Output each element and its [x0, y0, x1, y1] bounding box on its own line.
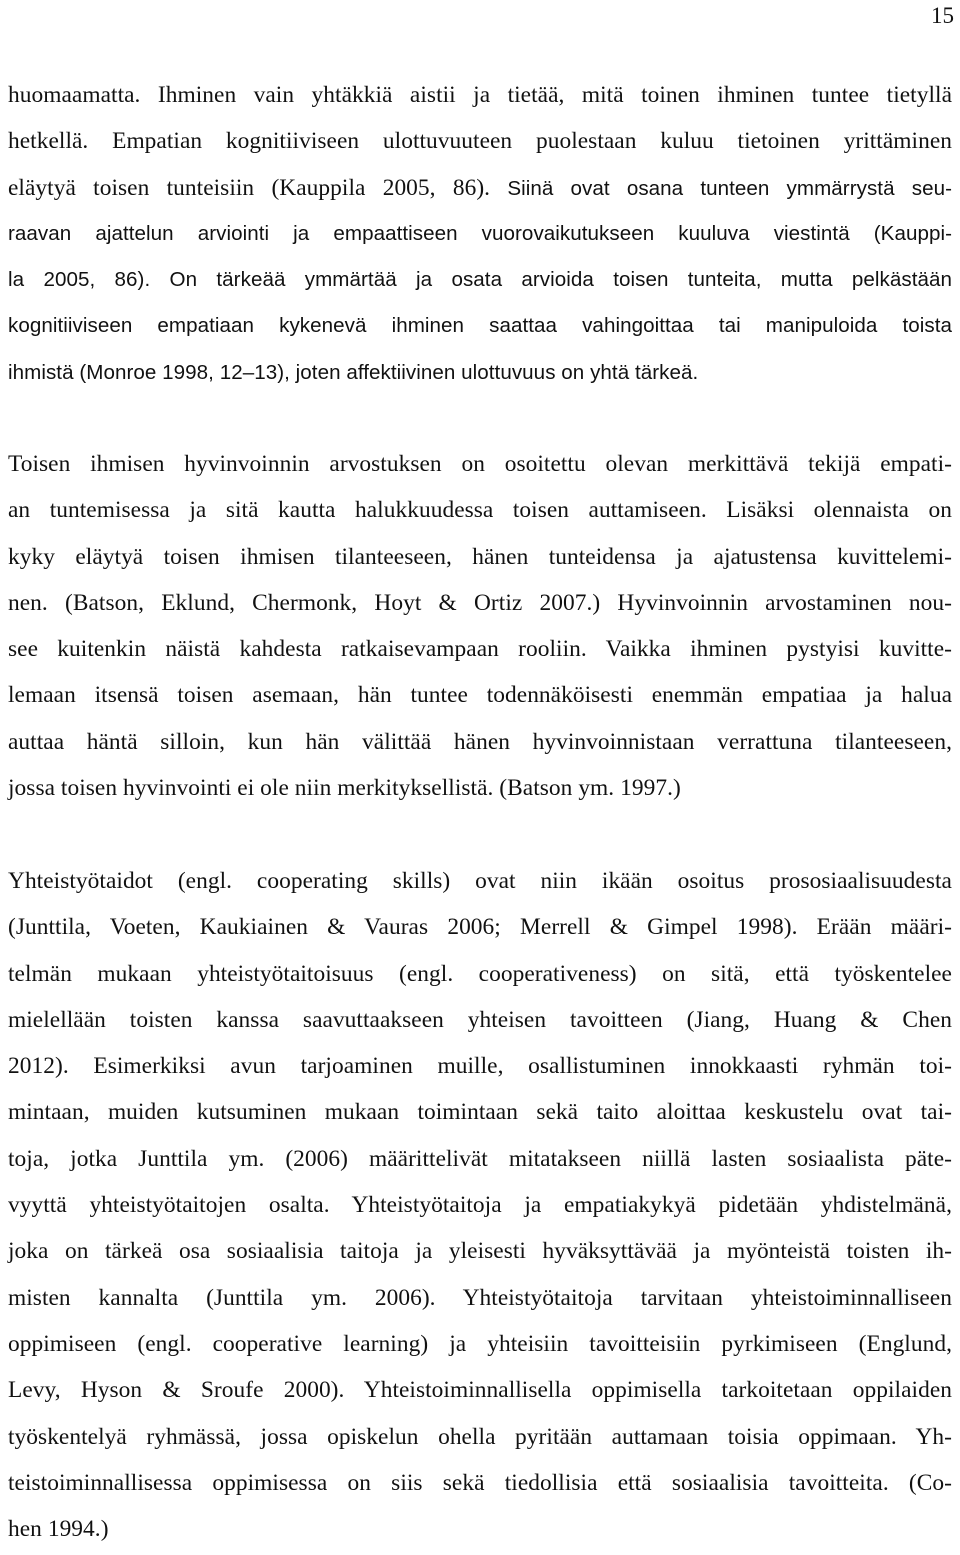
- text-line: [8, 487, 952, 533]
- text-run: auttaa häntä silloin, kun hän välittää hänen hyvinvoinnistaan verrattuna tilanteeseen,: [8, 728, 952, 755]
- text-run: jossa toisen hyvinvointi ei ole niin merkityksellistä. (Batson ym. 1997.): [8, 775, 681, 802]
- text-run: hen 1994.): [8, 1516, 109, 1543]
- text-line: [8, 72, 952, 118]
- page-number: 15: [931, 3, 954, 28]
- text-line: [8, 1089, 952, 1135]
- text-run: toja, jotka Junttila ym. (2006) määrittelivät mitatakseen niillä lasten sosiaalista päte-: [8, 1145, 952, 1172]
- text-run: työskentelyä ryhmässä, jossa opiskelun ohella pyritään auttamaan toisia oppimaan. Yh-: [8, 1423, 952, 1450]
- text-line: [8, 951, 952, 997]
- text-run: 2012). Esimerkiksi avun tarjoaminen muille, osallistuminen innokkaasti ryhmän toi-: [8, 1053, 952, 1080]
- text-run: Siinä ovat osana tunteen ymmärrystä seu-: [507, 176, 952, 200]
- text-line: [8, 1136, 952, 1182]
- text-run: (Junttila, Voeten, Kaukiainen & Vauras 2006; Merrell & Gimpel 1998). Erään määri-: [8, 914, 952, 941]
- text-line: [8, 1275, 952, 1321]
- text-run: mielellään toisten kanssa saavuttaakseen yhteisen tavoitteen (Jiang, Huang & Chen: [8, 1006, 952, 1033]
- text-line: [8, 1043, 952, 1089]
- text-run: mintaan, muiden kutsuminen mukaan toimintaan sekä taito aloittaa keskustelu ovat tai-: [8, 1099, 952, 1126]
- text-line: [8, 441, 952, 487]
- text-line: [8, 719, 952, 765]
- text-line: [8, 858, 952, 904]
- text-run: la 2005, 86). On tärkeää ymmärtää ja osata arvioida toisen tunteita, mutta pelkästään: [8, 268, 952, 292]
- text-line: [8, 765, 952, 811]
- text-line: [8, 350, 952, 396]
- text-run: huomaamatta. Ihminen vain yhtäkkiä aistii ja tietää, mitä toinen ihminen tuntee tietyllä: [8, 82, 952, 108]
- text-line: [8, 1414, 952, 1460]
- text-run: telmän mukaan yhteistyötaitoisuus (engl. cooperativeness) on sitä, että työskentelee: [8, 960, 952, 987]
- text-line: [8, 165, 952, 211]
- text-line: [8, 1228, 952, 1274]
- text-line: [8, 211, 952, 257]
- text-line: [8, 534, 952, 580]
- text-run: nen. (Batson, Eklund, Chermonk, Hoyt & Ortiz 2007.) Hyvinvoinnin arvostaminen nou-: [8, 589, 952, 616]
- text-line: [8, 1182, 952, 1228]
- text-line: [8, 1321, 952, 1367]
- text-run: Levy, Hyson & Sroufe 2000). Yhteistoiminnallisella oppimisella tarkoitetaan oppilaiden: [8, 1377, 952, 1404]
- text-run: see kuitenkin näistä kahdesta ratkaisevampaan rooliin. Vaikka ihminen pystyisi kuvitte-: [8, 636, 952, 663]
- text-run: kognitiiviseen empatiaan kykenevä ihminen saattaa vahingoittaa tai manipuloida toista: [8, 314, 952, 338]
- paragraph-empathy-cognitive: [8, 72, 952, 396]
- text-run: vyyttä yhteistyötaitojen osalta. Yhteistyötaitoja ja empatiakykyä pidetään yhdistelmänä,: [8, 1192, 952, 1219]
- text-line: [8, 303, 952, 349]
- text-run: teistoiminnallisessa oppimisessa on siis sekä tiedollisia että sosiaalisia tavoitteita. (Co-: [8, 1469, 952, 1496]
- text-run: misten kannalta (Junttila ym. 2006). Yhteistyötaitoja tarvitaan yhteistoiminnalliseen: [8, 1284, 952, 1311]
- text-run: ihmistä (Monroe 1998, 12–13), joten affektiivinen ulottuvuus on yhtä tärkeä.: [8, 360, 699, 384]
- text-line: [8, 1367, 952, 1413]
- text-line: [8, 672, 952, 718]
- text-run: joka on tärkeä osa sosiaalisia taitoja ja yleisesti hyväksyttävää ja myönteistä toisten ih-: [8, 1238, 952, 1265]
- text-line: [8, 997, 952, 1043]
- text-run: Yhteistyötaidot (engl. cooperating skills) ovat niin ikään osoitus prososiaalisuudesta: [8, 868, 952, 894]
- text-run: oppimiseen (engl. cooperative learning) ja yhteisiin tavoitteisiin pyrkimiseen (Englund,: [8, 1330, 952, 1357]
- text-run: kyky eläytyä toisen ihmisen tilanteeseen, hänen tunteidensa ja ajatustensa kuvittelemi-: [8, 543, 952, 570]
- text-line: [8, 257, 952, 303]
- text-line: [8, 1506, 952, 1552]
- paragraph-cooperation-skills: [8, 858, 952, 1552]
- text-run: an tuntemisessa ja sitä kautta halukkuudessa toisen auttamiseen. Lisäksi olennaista on: [8, 497, 952, 524]
- text-run: raavan ajattelun arviointi ja empaattiseen vuorovaikutukseen kuuluva viestintä (Kauppi-: [8, 221, 952, 245]
- text-line: [8, 580, 952, 626]
- text-run: Toisen ihmisen hyvinvoinnin arvostuksen on osoitettu olevan merkittävä tekijä empati-: [8, 451, 952, 477]
- paragraph-wellbeing-valuation: [8, 441, 952, 811]
- text-run: hetkellä. Empatian kognitiiviseen ulottuvuuteen puolestaan kuluu tietoinen yrittäminen: [8, 128, 952, 155]
- text-line: [8, 118, 952, 164]
- text-line: [8, 904, 952, 950]
- text-run: lemaan itsensä toisen asemaan, hän tuntee todennäköisesti enemmän empatiaa ja halua: [8, 682, 952, 709]
- text-run: eläytyä toisen tunteisiin (Kauppila 2005, 86).: [8, 174, 508, 201]
- text-line: [8, 626, 952, 672]
- text-line: [8, 1460, 952, 1506]
